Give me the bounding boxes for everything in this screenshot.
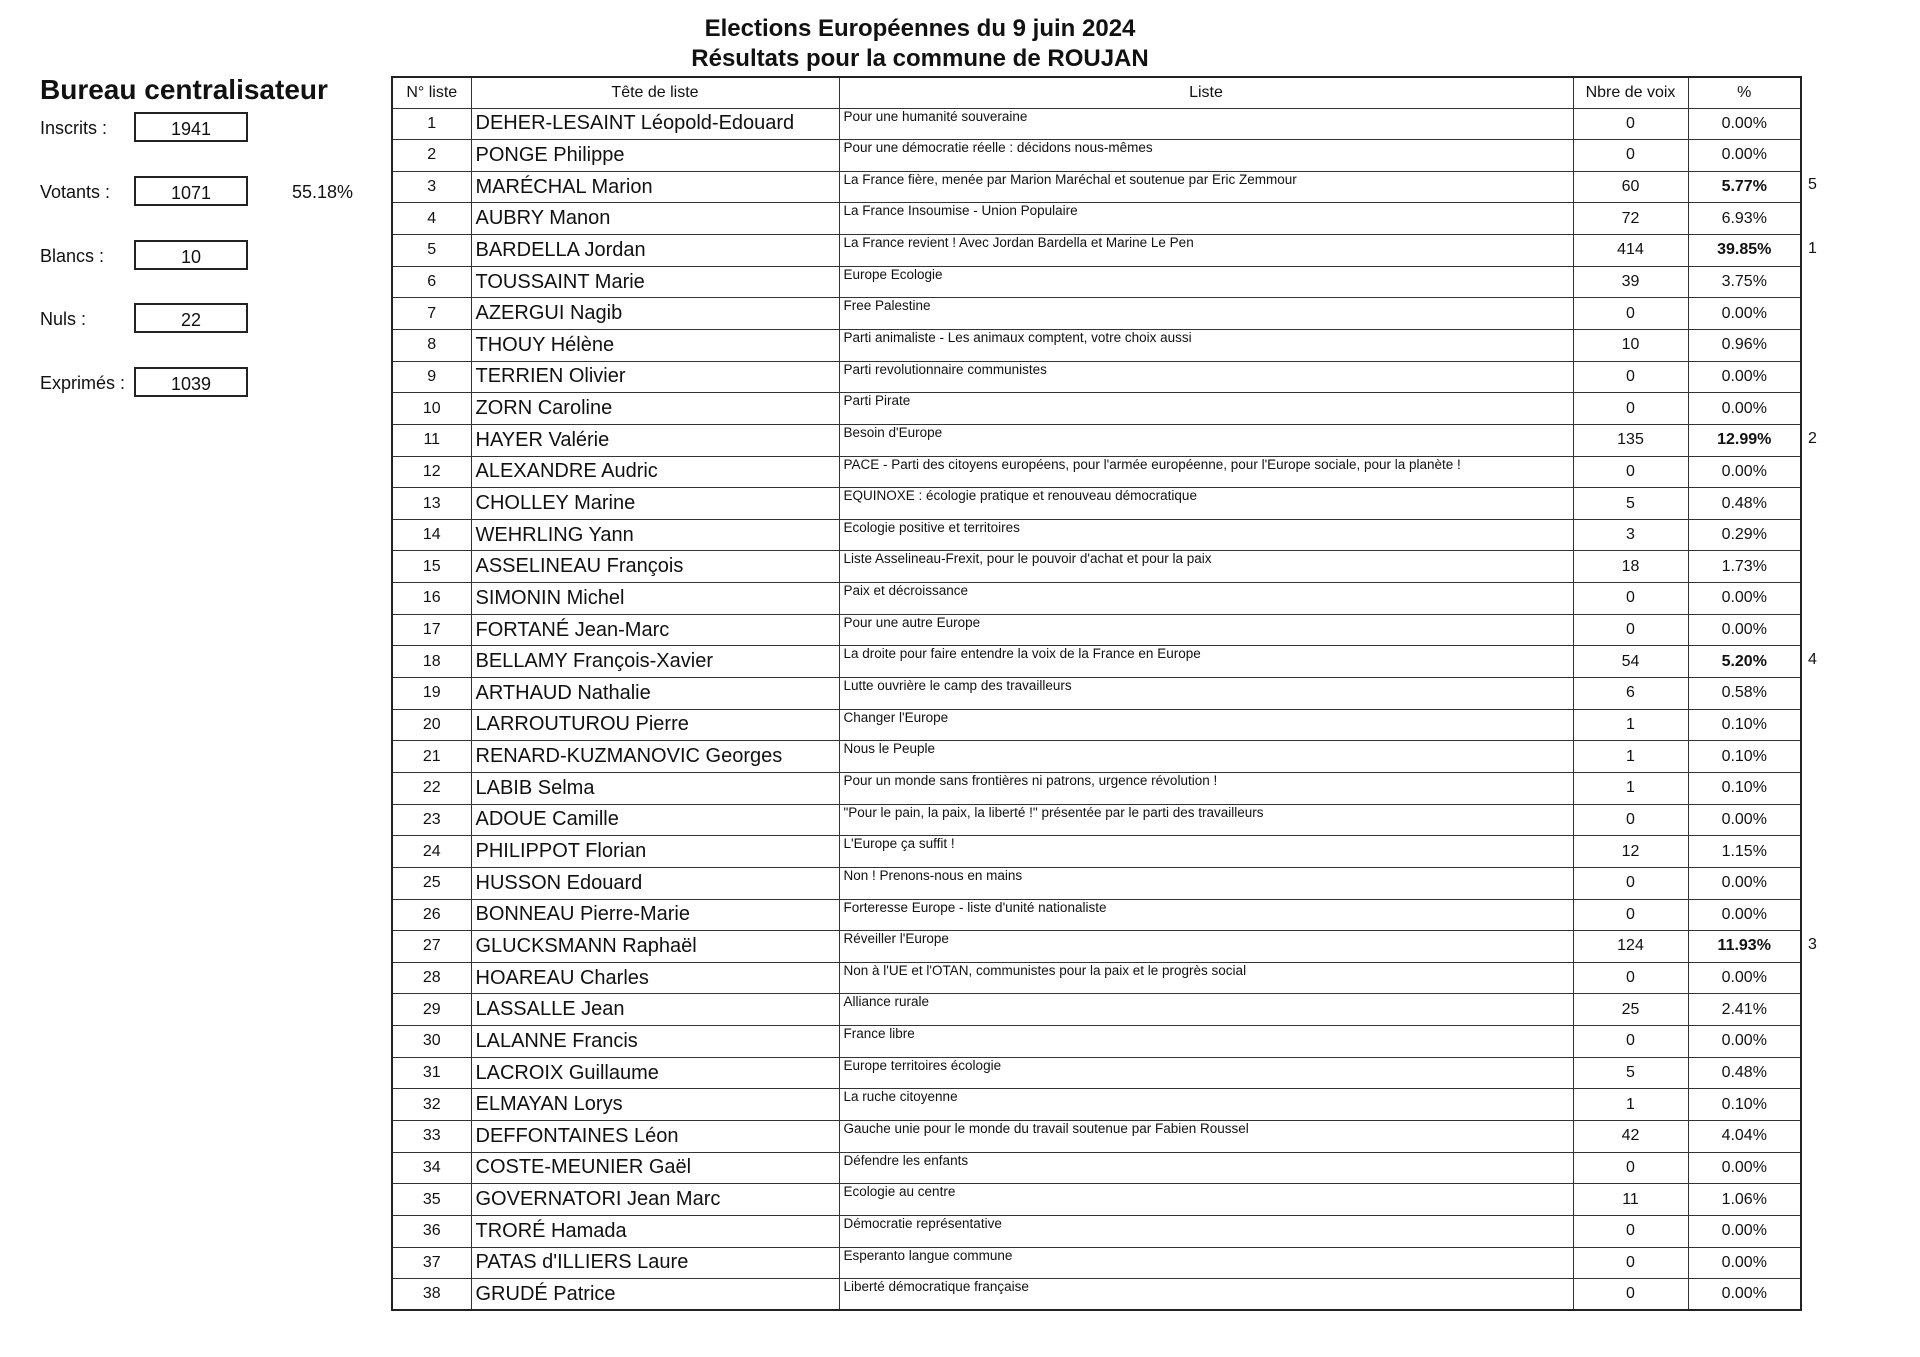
cell-pct: 0.29% xyxy=(1688,519,1801,551)
cell-num: 1 xyxy=(392,108,471,140)
cell-pct: 6.93% xyxy=(1688,203,1801,235)
cell-pct: 0.00% xyxy=(1688,298,1801,330)
cell-pct: 0.10% xyxy=(1688,709,1801,741)
cell-tete: HUSSON Edouard xyxy=(471,867,839,899)
cell-liste: Pour un monde sans frontières ni patrons, urgence révolution ! xyxy=(839,772,1573,804)
cell-tete: PHILIPPOT Florian xyxy=(471,836,839,868)
cell-tete: AZERGUI Nagib xyxy=(471,298,839,330)
cell-num: 15 xyxy=(392,551,471,583)
header-liste: Liste xyxy=(839,77,1573,108)
cell-tete: HAYER Valérie xyxy=(471,424,839,456)
cell-tete: PONGE Philippe xyxy=(471,140,839,172)
table-header-row xyxy=(392,77,1801,108)
cell-num: 32 xyxy=(392,1089,471,1121)
cell-voix: 39 xyxy=(1573,266,1688,298)
cell-liste: France libre xyxy=(839,1026,1573,1058)
cell-voix: 0 xyxy=(1573,456,1688,488)
table-row xyxy=(392,298,1801,330)
table-row xyxy=(392,1121,1801,1153)
cell-num: 25 xyxy=(392,867,471,899)
cell-pct: 0.00% xyxy=(1688,867,1801,899)
table-row xyxy=(392,171,1801,203)
table-row xyxy=(392,551,1801,583)
table-row xyxy=(392,867,1801,899)
cell-num: 23 xyxy=(392,804,471,836)
cell-pct: 0.00% xyxy=(1688,899,1801,931)
title-line-1: Elections Européennes du 9 juin 2024 xyxy=(704,15,1136,42)
cell-voix: 0 xyxy=(1573,361,1688,393)
cell-pct: 0.00% xyxy=(1688,1279,1801,1311)
exprimes-value: 1039 xyxy=(134,367,248,397)
cell-liste: Changer l'Europe xyxy=(839,709,1573,741)
cell-tete: GLUCKSMANN Raphaël xyxy=(471,931,839,963)
cell-voix: 414 xyxy=(1573,235,1688,267)
cell-tete: THOUY Hélène xyxy=(471,329,839,361)
cell-pct: 0.58% xyxy=(1688,678,1801,710)
table-row xyxy=(392,931,1801,963)
cell-pct: 0.00% xyxy=(1688,1152,1801,1184)
cell-voix: 0 xyxy=(1573,899,1688,931)
table-row xyxy=(392,1184,1801,1216)
cell-tete: MARÉCHAL Marion xyxy=(471,171,839,203)
cell-liste: Gauche unie pour le monde du travail soutenue par Fabien Roussel xyxy=(839,1121,1573,1153)
cell-liste: Besoin d'Europe xyxy=(839,424,1573,456)
cell-tete: BONNEAU Pierre-Marie xyxy=(471,899,839,931)
cell-num: 11 xyxy=(392,424,471,456)
cell-num: 34 xyxy=(392,1152,471,1184)
cell-voix: 0 xyxy=(1573,1152,1688,1184)
cell-voix: 135 xyxy=(1573,424,1688,456)
cell-liste: Esperanto langue commune xyxy=(839,1247,1573,1279)
cell-num: 37 xyxy=(392,1247,471,1279)
cell-pct: 0.00% xyxy=(1688,140,1801,172)
cell-voix: 3 xyxy=(1573,519,1688,551)
cell-pct: 39.85% xyxy=(1688,235,1801,267)
cell-pct: 0.48% xyxy=(1688,488,1801,520)
cell-liste: Démocratie représentative xyxy=(839,1215,1573,1247)
cell-voix: 124 xyxy=(1573,931,1688,963)
cell-voix: 1 xyxy=(1573,1089,1688,1121)
cell-tete: AUBRY Manon xyxy=(471,203,839,235)
table-row xyxy=(392,962,1801,994)
cell-tete: WEHRLING Yann xyxy=(471,519,839,551)
table-row xyxy=(392,614,1801,646)
cell-tete: GRUDÉ Patrice xyxy=(471,1279,839,1311)
nuls-label: Nuls : xyxy=(40,309,87,329)
table-row xyxy=(392,393,1801,425)
cell-voix: 18 xyxy=(1573,551,1688,583)
table-row xyxy=(392,1215,1801,1247)
cell-voix: 0 xyxy=(1573,393,1688,425)
cell-liste: Forteresse Europe - liste d'unité nationaliste xyxy=(839,899,1573,931)
table-row xyxy=(392,1152,1801,1184)
rank-marker: 1 xyxy=(1808,239,1817,257)
rank-marker: 4 xyxy=(1808,651,1817,669)
cell-num: 28 xyxy=(392,962,471,994)
exprimes-label: Exprimés : xyxy=(40,373,126,393)
results-table xyxy=(391,76,1802,1311)
cell-voix: 1 xyxy=(1573,709,1688,741)
cell-liste: Alliance rurale xyxy=(839,994,1573,1026)
cell-num: 3 xyxy=(392,171,471,203)
table-row xyxy=(392,266,1801,298)
cell-pct: 0.10% xyxy=(1688,741,1801,773)
cell-num: 4 xyxy=(392,203,471,235)
cell-pct: 1.15% xyxy=(1688,836,1801,868)
cell-voix: 54 xyxy=(1573,646,1688,678)
cell-liste: Free Palestine xyxy=(839,298,1573,330)
cell-voix: 0 xyxy=(1573,867,1688,899)
cell-num: 10 xyxy=(392,393,471,425)
table-row xyxy=(392,329,1801,361)
cell-num: 30 xyxy=(392,1026,471,1058)
cell-num: 36 xyxy=(392,1215,471,1247)
table-row xyxy=(392,519,1801,551)
cell-num: 21 xyxy=(392,741,471,773)
cell-tete: ALEXANDRE Audric xyxy=(471,456,839,488)
rank-marker: 5 xyxy=(1808,176,1817,194)
header-tete: Tête de liste xyxy=(471,77,839,108)
table-row xyxy=(392,203,1801,235)
header-num: N° liste xyxy=(392,77,471,108)
cell-pct: 0.00% xyxy=(1688,804,1801,836)
cell-tete: ZORN Caroline xyxy=(471,393,839,425)
cell-voix: 10 xyxy=(1573,329,1688,361)
cell-liste: Pour une humanité souveraine xyxy=(839,108,1573,140)
table-row xyxy=(392,709,1801,741)
cell-liste: Pour une autre Europe xyxy=(839,614,1573,646)
document-title xyxy=(0,14,1840,74)
table-row xyxy=(392,140,1801,172)
cell-voix: 1 xyxy=(1573,772,1688,804)
cell-voix: 0 xyxy=(1573,1215,1688,1247)
cell-pct: 0.00% xyxy=(1688,962,1801,994)
cell-tete: TOUSSAINT Marie xyxy=(471,266,839,298)
cell-voix: 1 xyxy=(1573,741,1688,773)
table-row xyxy=(392,583,1801,615)
cell-tete: COSTE-MEUNIER Gaël xyxy=(471,1152,839,1184)
cell-num: 2 xyxy=(392,140,471,172)
cell-voix: 25 xyxy=(1573,994,1688,1026)
cell-num: 35 xyxy=(392,1184,471,1216)
cell-tete: RENARD-KUZMANOVIC Georges xyxy=(471,741,839,773)
table-row xyxy=(392,1057,1801,1089)
cell-num: 38 xyxy=(392,1279,471,1311)
cell-num: 31 xyxy=(392,1057,471,1089)
cell-liste: Parti animaliste - Les animaux comptent, votre choix aussi xyxy=(839,329,1573,361)
table-row xyxy=(392,772,1801,804)
cell-tete: HOAREAU Charles xyxy=(471,962,839,994)
cell-num: 16 xyxy=(392,583,471,615)
cell-voix: 0 xyxy=(1573,583,1688,615)
cell-tete: DEFFONTAINES Léon xyxy=(471,1121,839,1153)
cell-pct: 0.48% xyxy=(1688,1057,1801,1089)
bureau-title: Bureau centralisateur xyxy=(40,74,328,105)
cell-num: 7 xyxy=(392,298,471,330)
cell-liste: EQUINOXE : écologie pratique et renouveau démocratique xyxy=(839,488,1573,520)
cell-tete: LALANNE Francis xyxy=(471,1026,839,1058)
cell-liste: PACE - Parti des citoyens européens, pour l'armée européenne, pour l'Europe sociale, pour la planète ! xyxy=(839,456,1573,488)
cell-tete: BELLAMY François-Xavier xyxy=(471,646,839,678)
cell-num: 26 xyxy=(392,899,471,931)
cell-tete: ARTHAUD Nathalie xyxy=(471,678,839,710)
cell-liste: L'Europe ça suffit ! xyxy=(839,836,1573,868)
cell-liste: Nous le Peuple xyxy=(839,741,1573,773)
cell-tete: TERRIEN Olivier xyxy=(471,361,839,393)
cell-tete: ASSELINEAU François xyxy=(471,551,839,583)
cell-tete: BARDELLA Jordan xyxy=(471,235,839,267)
cell-liste: "Pour le pain, la paix, la liberté !" présentée par le parti des travailleurs xyxy=(839,804,1573,836)
cell-liste: Non ! Prenons-nous en mains xyxy=(839,867,1573,899)
cell-tete: DEHER-LESAINT Léopold-Edouard xyxy=(471,108,839,140)
cell-num: 33 xyxy=(392,1121,471,1153)
table-row xyxy=(392,456,1801,488)
cell-pct: 0.00% xyxy=(1688,108,1801,140)
table-row xyxy=(392,1279,1801,1311)
blancs-label: Blancs : xyxy=(40,246,105,266)
table-row xyxy=(392,108,1801,140)
cell-num: 14 xyxy=(392,519,471,551)
cell-liste: Réveiller l'Europe xyxy=(839,931,1573,963)
cell-num: 27 xyxy=(392,931,471,963)
cell-pct: 0.00% xyxy=(1688,1215,1801,1247)
cell-tete: CHOLLEY Marine xyxy=(471,488,839,520)
cell-pct: 0.00% xyxy=(1688,614,1801,646)
cell-num: 17 xyxy=(392,614,471,646)
cell-num: 18 xyxy=(392,646,471,678)
cell-voix: 42 xyxy=(1573,1121,1688,1153)
rank-marker: 2 xyxy=(1808,429,1817,447)
cell-num: 24 xyxy=(392,836,471,868)
table-row xyxy=(392,836,1801,868)
votants-label: Votants : xyxy=(40,182,111,202)
cell-pct: 0.00% xyxy=(1688,1026,1801,1058)
cell-pct: 0.10% xyxy=(1688,1089,1801,1121)
cell-tete: TRORÉ Hamada xyxy=(471,1215,839,1247)
cell-tete: LARROUTUROU Pierre xyxy=(471,709,839,741)
cell-num: 20 xyxy=(392,709,471,741)
rank-marker: 3 xyxy=(1808,935,1817,953)
table-row xyxy=(392,994,1801,1026)
cell-liste: Liberté démocratique française xyxy=(839,1279,1573,1311)
table-row xyxy=(392,899,1801,931)
cell-voix: 0 xyxy=(1573,298,1688,330)
cell-tete: FORTANÉ Jean-Marc xyxy=(471,614,839,646)
table-row xyxy=(392,424,1801,456)
cell-tete: LASSALLE Jean xyxy=(471,994,839,1026)
cell-liste: La France revient ! Avec Jordan Bardella et Marine Le Pen xyxy=(839,235,1573,267)
cell-liste: La France fière, menée par Marion Maréchal et soutenue par Eric Zemmour xyxy=(839,171,1573,203)
cell-num: 22 xyxy=(392,772,471,804)
cell-pct: 1.06% xyxy=(1688,1184,1801,1216)
cell-pct: 5.20% xyxy=(1688,646,1801,678)
blancs-value: 10 xyxy=(134,240,248,270)
table-row xyxy=(392,361,1801,393)
cell-voix: 0 xyxy=(1573,1279,1688,1311)
cell-pct: 1.73% xyxy=(1688,551,1801,583)
cell-tete: LACROIX Guillaume xyxy=(471,1057,839,1089)
table-row xyxy=(392,1026,1801,1058)
cell-num: 13 xyxy=(392,488,471,520)
cell-pct: 4.04% xyxy=(1688,1121,1801,1153)
cell-num: 6 xyxy=(392,266,471,298)
cell-liste: Non à l'UE et l'OTAN, communistes pour la paix et le progrès social xyxy=(839,962,1573,994)
cell-pct: 0.00% xyxy=(1688,456,1801,488)
cell-num: 8 xyxy=(392,329,471,361)
cell-pct: 3.75% xyxy=(1688,266,1801,298)
table-row xyxy=(392,1247,1801,1279)
cell-liste: Lutte ouvrière le camp des travailleurs xyxy=(839,678,1573,710)
cell-tete: GOVERNATORI Jean Marc xyxy=(471,1184,839,1216)
cell-num: 9 xyxy=(392,361,471,393)
cell-voix: 5 xyxy=(1573,1057,1688,1089)
cell-voix: 0 xyxy=(1573,962,1688,994)
cell-tete: PATAS d'ILLIERS Laure xyxy=(471,1247,839,1279)
cell-liste: Pour une démocratie réelle : décidons nous-mêmes xyxy=(839,140,1573,172)
inscrits-label: Inscrits : xyxy=(40,118,108,138)
cell-voix: 0 xyxy=(1573,1247,1688,1279)
cell-tete: ELMAYAN Lorys xyxy=(471,1089,839,1121)
table-row xyxy=(392,646,1801,678)
nuls-value: 22 xyxy=(134,303,248,333)
cell-pct: 0.00% xyxy=(1688,583,1801,615)
cell-voix: 5 xyxy=(1573,488,1688,520)
table-row xyxy=(392,804,1801,836)
cell-liste: Parti revolutionnaire communistes xyxy=(839,361,1573,393)
results-body xyxy=(392,108,1801,1310)
cell-liste: Europe territoires écologie xyxy=(839,1057,1573,1089)
cell-liste: Ecologie au centre xyxy=(839,1184,1573,1216)
cell-pct: 0.00% xyxy=(1688,361,1801,393)
votants-percent: 55.18% xyxy=(292,182,354,202)
cell-voix: 0 xyxy=(1573,614,1688,646)
cell-liste: La France Insoumise - Union Populaire xyxy=(839,203,1573,235)
cell-voix: 0 xyxy=(1573,804,1688,836)
cell-voix: 0 xyxy=(1573,1026,1688,1058)
cell-pct: 12.99% xyxy=(1688,424,1801,456)
cell-liste: Liste Asselineau-Frexit, pour le pouvoir d'achat et pour la paix xyxy=(839,551,1573,583)
cell-liste: La ruche citoyenne xyxy=(839,1089,1573,1121)
cell-pct: 11.93% xyxy=(1688,931,1801,963)
cell-liste: Parti Pirate xyxy=(839,393,1573,425)
cell-tete: LABIB Selma xyxy=(471,772,839,804)
cell-num: 29 xyxy=(392,994,471,1026)
cell-pct: 0.00% xyxy=(1688,1247,1801,1279)
votants-value: 1071 xyxy=(134,176,248,206)
header-pct: % xyxy=(1688,77,1801,108)
cell-voix: 0 xyxy=(1573,108,1688,140)
cell-liste: Ecologie positive et territoires xyxy=(839,519,1573,551)
cell-pct: 0.96% xyxy=(1688,329,1801,361)
cell-liste: La droite pour faire entendre la voix de la France en Europe xyxy=(839,646,1573,678)
cell-num: 5 xyxy=(392,235,471,267)
cell-num: 19 xyxy=(392,678,471,710)
cell-voix: 6 xyxy=(1573,678,1688,710)
cell-pct: 5.77% xyxy=(1688,171,1801,203)
cell-voix: 0 xyxy=(1573,140,1688,172)
cell-liste: Défendre les enfants xyxy=(839,1152,1573,1184)
title-line-2: Résultats pour la commune de ROUJAN xyxy=(691,45,1149,72)
table-row xyxy=(392,741,1801,773)
table-row xyxy=(392,678,1801,710)
table-row xyxy=(392,488,1801,520)
cell-voix: 72 xyxy=(1573,203,1688,235)
cell-pct: 2.41% xyxy=(1688,994,1801,1026)
cell-tete: ADOUE Camille xyxy=(471,804,839,836)
cell-voix: 60 xyxy=(1573,171,1688,203)
cell-num: 12 xyxy=(392,456,471,488)
inscrits-value: 1941 xyxy=(134,112,248,142)
cell-liste: Europe Ecologie xyxy=(839,266,1573,298)
cell-liste: Paix et décroissance xyxy=(839,583,1573,615)
table-row xyxy=(392,1089,1801,1121)
cell-voix: 12 xyxy=(1573,836,1688,868)
table-row xyxy=(392,235,1801,267)
cell-pct: 0.00% xyxy=(1688,393,1801,425)
header-voix: Nbre de voix xyxy=(1573,77,1688,108)
cell-pct: 0.10% xyxy=(1688,772,1801,804)
cell-tete: SIMONIN Michel xyxy=(471,583,839,615)
cell-voix: 11 xyxy=(1573,1184,1688,1216)
